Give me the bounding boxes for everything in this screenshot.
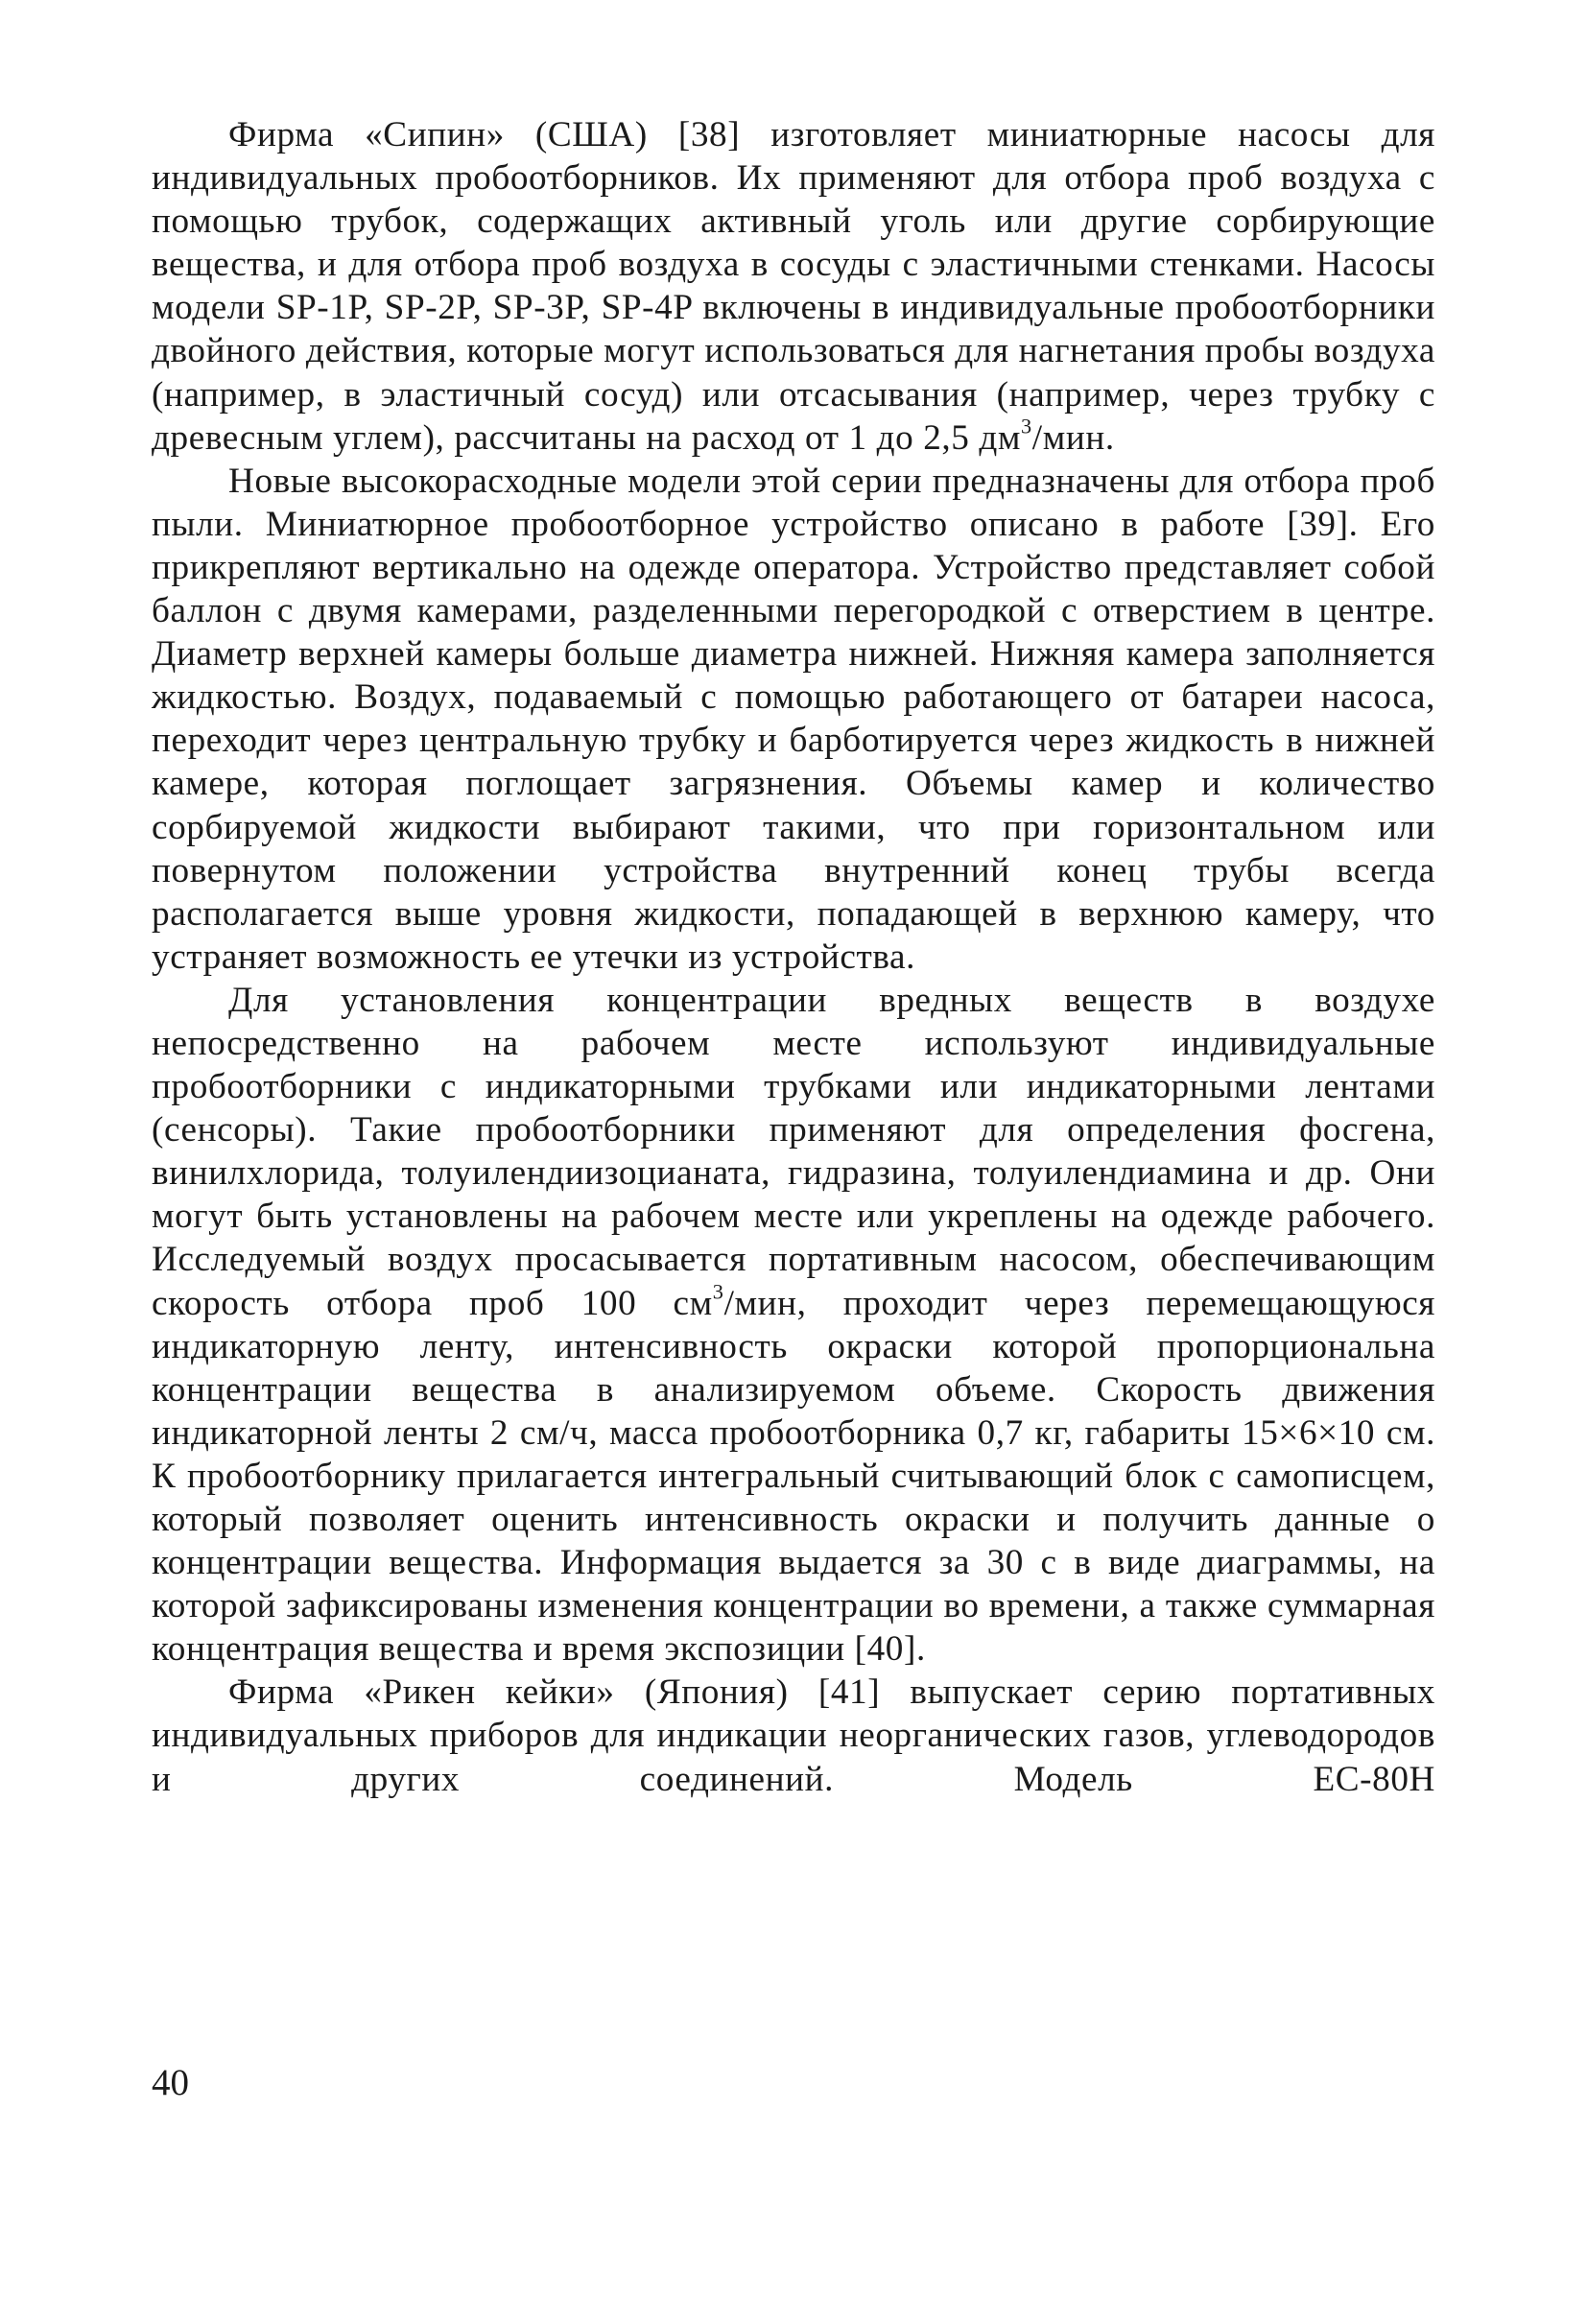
page-body xyxy=(152,113,1435,1801)
paragraph-riken-keiki: Фирма «Рикен кейки» (Япония) [41] выпускает серию портативных индивидуальных приборов для индикации неорганических газов, углеводородов и других соединений. Модель ЕС-80Н xyxy=(152,1672,1435,1799)
page-number: 40 xyxy=(152,2062,189,2103)
paragraph-text: Для установления концентрации вредных веществ в воздухе непосредственно на рабочем месте используют индивидуальные пробоотборники с индикаторными трубками или индикаторными лентами (сенсоры). Такие пробоотборники применяют для определения фосгена, винилхлорида, толуилендиизоцианата, гидразина, толуилендиамина и др. Они могут быть установлены на рабочем месте или укреплены на одежде рабочего. Исследуемый воздух просасывается портативным насосом, обеспечивающим скорость отбора проб 100 см xyxy=(152,980,1435,1323)
paragraph-sipin-pumps xyxy=(152,113,1435,460)
paragraph-sampling-device: Новые высокорасходные модели этой серии предназначены для отбора проб пыли. Миниатюрное пробоотборное устройство описано в работе [39]. Его прикрепляют вертикально на одежде оператора. Устройство представляет собой баллон с двумя камерами, разделенными перегородкой с отверстием в центре. Диаметр верхней камеры больше диаметра нижней. Нижняя камера заполняется жидкостью. Воздух, подаваемый с помощью работающего от батареи насоса, переходит через центральную трубку и барботируется через жидкость в нижней камере, которая поглощает загрязнения. Объемы камер и количество сорбируемой жидкости выбирают такими, что при горизонтальном или повернутом положении устройства внутренний конец трубы всегда располагается выше уровня жидкости, попадающей в верхнюю камеру, что устраняет возможность ее утечки из устройства. xyxy=(152,461,1435,977)
superscript: 3 xyxy=(712,1278,724,1303)
superscript: 3 xyxy=(1021,413,1032,438)
paragraph-text: /мин, проходит через перемещающуюся индикаторную ленту, интенсивность окраски которой пропорциональна концентрации вещества в анализируемом объеме. Скорость движения индикаторной ленты 2 см/ч, масса пробоотборника 0,7 кг, габариты 15×6×10 см. К пробоотборнику прилагается интегральный считывающий блок с самописцем, который позволяет оценить интенсивность окраски и получить данные о концентрации вещества. Информация выдается за 30 с в виде диаграммы, на которой зафиксированы изменения концентрации во времени, а также суммарная концентрация вещества и время экспозиции [40]. xyxy=(152,1283,1436,1670)
paragraph-indicator-tapes xyxy=(152,979,1435,1672)
paragraph-text: /мин. xyxy=(1031,417,1115,458)
paragraph-text: Фирма «Сипин» (США) [38] изготовляет миниатюрные насосы для индивидуальных пробоотборников. Их применяют для отбора проб воздуха с помощью трубок, содержащих активный уголь или другие сорбирующие вещества, и для отбора проб воздуха в сосуды с эластичными стенками. Насосы модели SP-1P, SP-2P, SP-3P, SP-4P включены в индивидуальные пробоотборники двойного действия, которые могут использоваться для нагнетания пробы воздуха (например, в эластичный сосуд) или отсасывания (например, через трубку с древесным углем), рассчитаны на расход от 1 до 2,5 дм xyxy=(152,115,1435,458)
